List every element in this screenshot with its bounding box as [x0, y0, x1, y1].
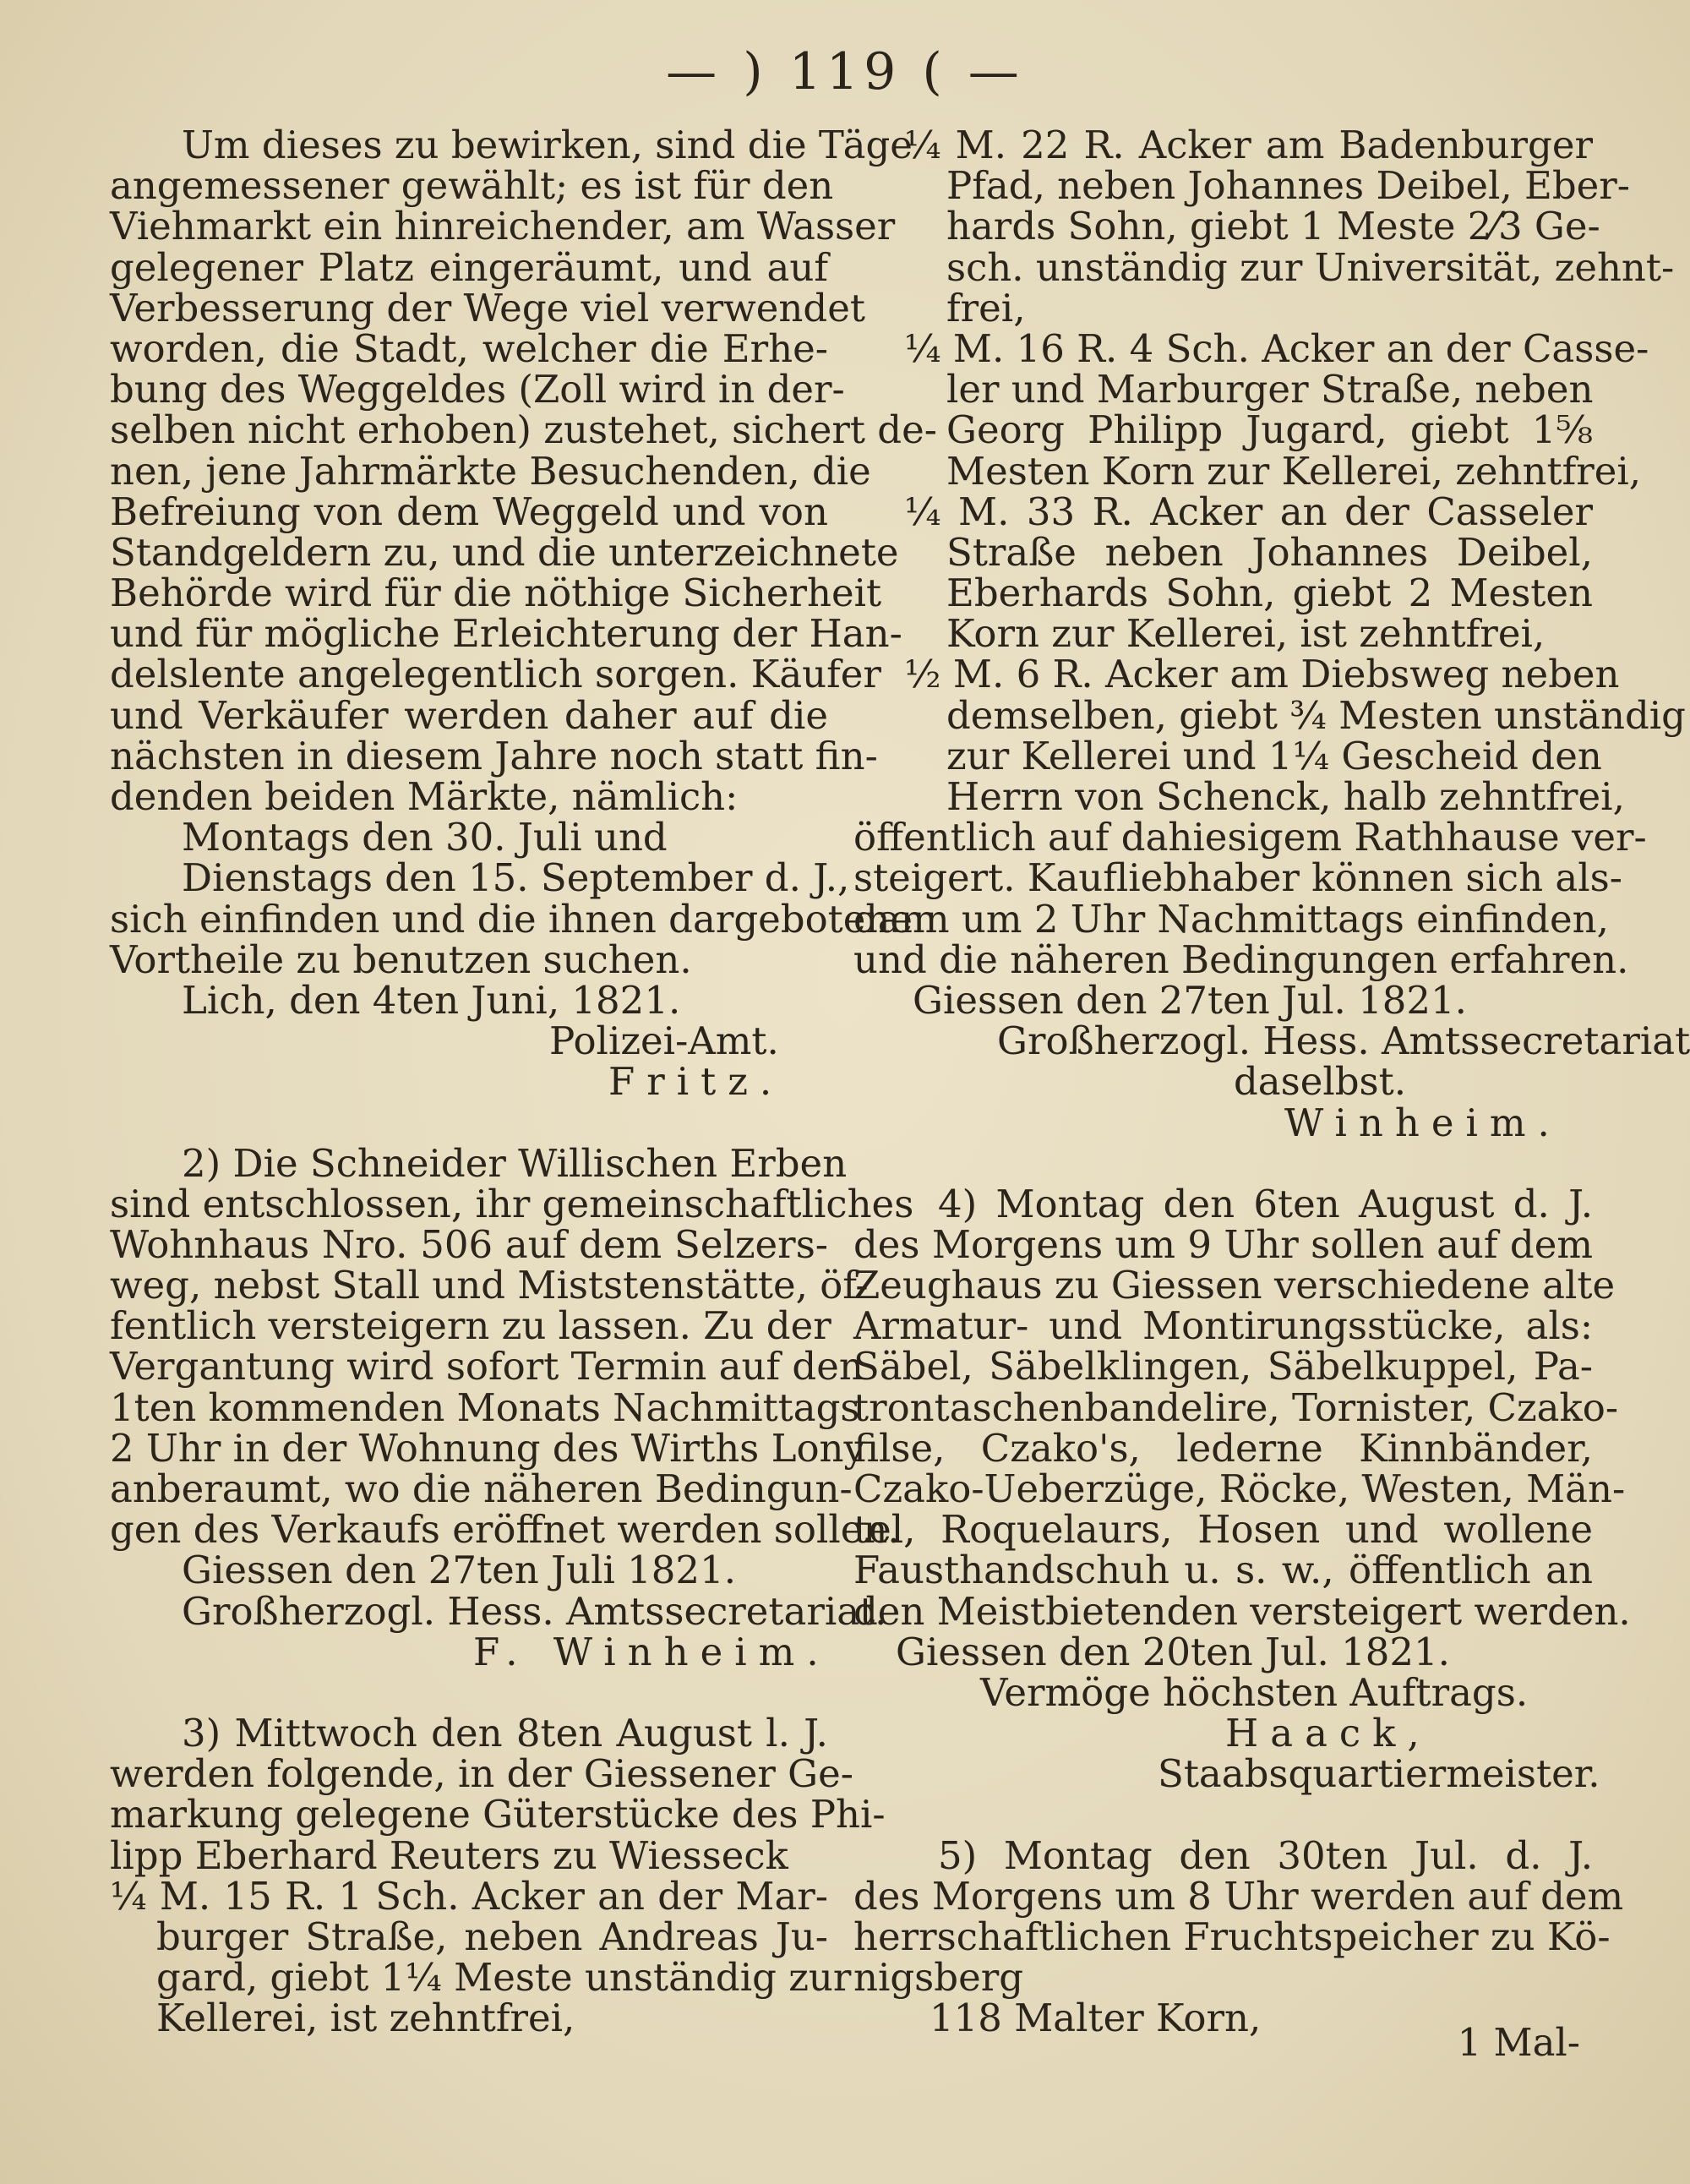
text-line: Korn zur Kellerei, ist zehntfrei, [946, 611, 1546, 657]
text-line: dann um 2 Uhr Nachmittags einfinden, [853, 896, 1609, 942]
text-line: und für mögliche Erleichterung der Han- [110, 611, 902, 657]
issuing-office: Großherzogl. Hess. Amtssecretariat [997, 1018, 1690, 1064]
text-line: angemessener gewählt; es ist für den [110, 163, 834, 209]
text-line: und Verkäufer werden daher auf die [110, 692, 828, 738]
place-date: Giessen den 27ten Jul. 1821. [913, 977, 1467, 1023]
text-line: tel, Roquelaurs, Hosen und wollene [853, 1507, 1593, 1553]
text-line: Verbesserung der Wege viel verwendet [110, 285, 865, 330]
text-line: gen des Verkaufs eröffnet werden sollen. [110, 1507, 900, 1553]
text-line: herrschaftlichen Fruchtspeicher zu Kö- [853, 1914, 1611, 1959]
text-line: nigsberg [853, 1955, 1024, 2001]
sale-item: 118 Malter Korn, [930, 1996, 1262, 2041]
property-list [853, 123, 1690, 1145]
text-line: filse, Czako's, lederne Kinnbänder, [853, 1425, 1593, 1471]
spacer [853, 1144, 1593, 1184]
text-line: worden, die Stadt, welcher die Erhe- [110, 325, 828, 371]
text-line: Georg Philipp Jugard, giebt 1⅝ [946, 407, 1593, 453]
text-line: selben nicht erhoben) zustehet, sichert de- [110, 407, 937, 453]
text-line: denden beiden Märkte, nämlich: [110, 774, 739, 819]
property-item: ¼ M. 16 R. 4 Sch. Acker an der Casse- [904, 325, 1649, 371]
text-line: fentlich versteigern zu lassen. Zu der [110, 1303, 831, 1349]
text-line: Zeughaus zu Giessen verschiedene alte [853, 1263, 1616, 1308]
spacer [110, 1103, 828, 1144]
text-line: nen, jene Jahrmärkte Besuchenden, die [110, 448, 871, 494]
issuing-office: Großherzogl. Hess. Amtssecretariat. [182, 1588, 887, 1634]
text-line: markung gelegene Güterstücke des Phi- [110, 1792, 886, 1837]
notice-4 [853, 1181, 1631, 1797]
property-item: ¼ M. 15 R. 1 Sch. Acker an der Mar- [110, 1873, 828, 1919]
notice-3 [110, 1710, 886, 2041]
spacer [110, 1673, 828, 1713]
signature: F. Winheim. [473, 1629, 831, 1674]
text-line: Kellerei, ist zehntfrei, [156, 1996, 575, 2041]
notice-5 [853, 1832, 1624, 2041]
text-line: anberaumt, wo die näheren Bedingun- [110, 1466, 853, 1511]
text-line: Wohnhaus Nro. 506 auf dem Selzers- [110, 1221, 828, 1267]
text-line: Armatur- und Montirungsstücke, als: [853, 1303, 1593, 1349]
notice-2 [110, 1140, 914, 1674]
property-item: ½ M. 6 R. Acker am Diebsweg neben [904, 652, 1620, 697]
market-date: Dienstags den 15. September d. J., [182, 855, 850, 901]
text-line: Pfad, neben Johannes Deibel, Eber- [946, 163, 1630, 209]
text-line: delslente angelegentlich sorgen. Käufer [110, 652, 881, 697]
text-line: 2) Die Schneider Willischen Erben [182, 1140, 848, 1186]
text-line: Straße neben Johannes Deibel, [946, 529, 1593, 575]
page-header: — ) 119 ( — [666, 42, 1024, 101]
text-line: sich einfinden und die ihnen dargebotenen [110, 896, 937, 942]
text-line: 5) Montag den 30ten Jul. d. J. [938, 1832, 1593, 1878]
text-line: nächsten in diesem Jahre noch statt fin- [110, 733, 878, 778]
text-line: öffentlich auf dahiesigem Rathhause ver- [853, 815, 1647, 860]
issuing-office-location: daselbst. [1234, 1059, 1407, 1105]
text-line: gelegener Platz eingeräumt, und auf [110, 244, 828, 290]
text-line: Säbel, Säbelklingen, Säbelkuppel, Pa- [853, 1344, 1593, 1390]
text-line: Standgeldern zu, und die unterzeichnete [110, 529, 899, 575]
signature: Winheim. [1284, 1100, 1562, 1145]
property-item: ¼ M. 33 R. Acker an der Casseler [904, 489, 1593, 534]
text-line: Um dieses zu bewirken, sind die Täge [182, 123, 913, 167]
text-line: Herrn von Schenck, halb zehntfrei, [946, 774, 1625, 819]
text-line: des Morgens um 8 Uhr werden auf dem [853, 1873, 1624, 1919]
text-line: burger Straße, neben Andreas Ju- [156, 1914, 828, 1959]
text-line: steigert. Kaufliebhaber können sich als- [853, 855, 1622, 901]
text-line: 1ten kommenden Monats Nachmittags [110, 1384, 860, 1430]
left-column [110, 123, 937, 2041]
text-line: bung des Weggeldes (Zoll wird in der- [110, 367, 845, 412]
text-line: und die näheren Bedingungen erfahren. [853, 936, 1629, 982]
issuing-office: Polizei-Amt. [549, 1018, 779, 1064]
text-line: trontaschenbandelire, Tornister, Czako- [853, 1384, 1619, 1430]
text-line: frei, [946, 285, 1026, 330]
place-date: Giessen den 27ten Juli 1821. [182, 1548, 736, 1593]
text-line: werden folgende, in der Giessener Ge- [110, 1751, 853, 1797]
signer-title: Staabsquartiermeister. [1158, 1751, 1600, 1797]
text-line: Fausthandschuh u. s. w., öffentlich an [853, 1548, 1593, 1593]
text-line: sind entschlossen, ihr gemeinschaftliches [110, 1181, 914, 1226]
text-line: gard, giebt 1¼ Meste unständig zur [156, 1955, 852, 2001]
notice-1 [110, 123, 937, 1105]
place-date: Lich, den 4ten Juni, 1821. [182, 977, 681, 1023]
text-line: Befreiung von dem Weggeld und von [110, 489, 828, 534]
text-line: lipp Eberhard Reuters zu Wiesseck [110, 1832, 788, 1878]
text-line: Viehmarkt ein hinreichender, am Wasser [110, 204, 896, 249]
signature: Fritz. [608, 1059, 784, 1105]
text-line: zur Kellerei und 1¼ Gescheid den [946, 733, 1602, 778]
text-line: demselben, giebt ¾ Mesten unständig [946, 692, 1686, 738]
text-line: 4) Montag den 6ten August d. J. [938, 1181, 1593, 1226]
text-line: Behörde wird für die nöthige Sicherheit [110, 571, 882, 616]
text-line: 2 Uhr in der Wohnung des Wirths Lony [110, 1425, 865, 1471]
property-item: ¼ M. 22 R. Acker am Badenburger [904, 123, 1593, 167]
catchword: 1 Mal- [1457, 2020, 1580, 2065]
text-line: Eberhards Sohn, giebt 2 Mesten [946, 571, 1593, 616]
text-line: Czako-Ueberzüge, Röcke, Westen, Män- [853, 1466, 1626, 1511]
text-line: Vortheile zu benutzen suchen. [110, 936, 692, 982]
text-line: 3) Mittwoch den 8ten August l. J. [182, 1710, 828, 1755]
place-date: Giessen den 20ten Jul. 1821. [896, 1629, 1450, 1674]
text-line: ler und Marburger Straße, neben [946, 367, 1594, 412]
text-line: Mesten Korn zur Kellerei, zehntfrei, [946, 448, 1642, 494]
text-line: hards Sohn, giebt 1 Meste 2⁄3 Ge- [946, 204, 1600, 249]
market-date: Montags den 30. Juli und [182, 815, 668, 860]
text-line: sch. unständig zur Universität, zehnt- [946, 244, 1675, 290]
text-line: weg, nebst Stall und Miststenstätte, öf- [110, 1263, 869, 1308]
right-column [853, 123, 1690, 2041]
signature: Haack, [1225, 1711, 1431, 1756]
text-line: des Morgens um 9 Uhr sollen auf dem [853, 1221, 1593, 1267]
spacer [853, 1795, 1593, 1836]
authority-line: Vermöge höchsten Auftrags. [980, 1669, 1529, 1715]
text-line: den Meistbietenden versteigert werden. [853, 1588, 1631, 1634]
text-line: Vergantung wird sofort Termin auf den [110, 1344, 864, 1390]
